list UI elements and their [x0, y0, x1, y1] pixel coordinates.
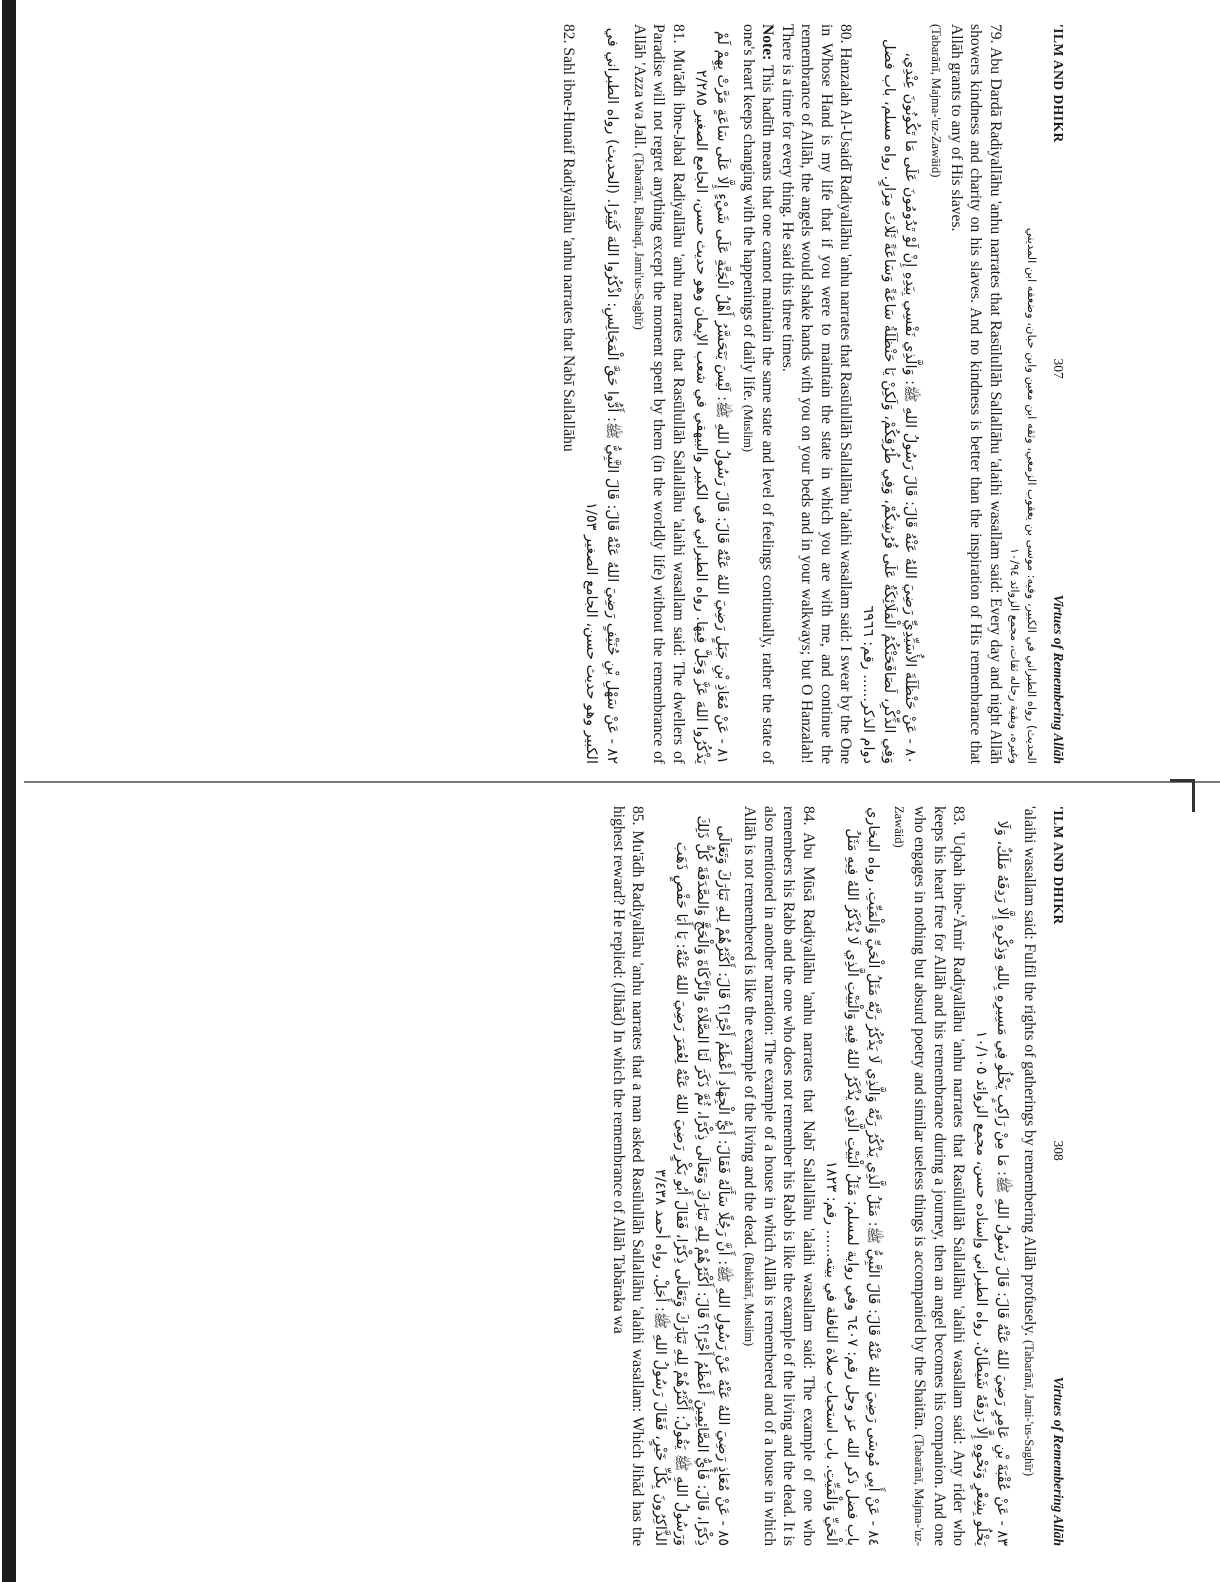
hadith-81-arabic: ٨١ - عَنْ مُعَاذِ بْنِ جَبَلٍ رَضِيَ اللهُ عَنْهُ قَالَ: قَالَ رَسُولُ اللهِ ﷺ: لَيْسَ يَتَحَسَّرُ أَهْلُ الْجَنَّةِ عَلَى شَيْءٍ إِلَّا عَلَى سَاعَةٍ مَرَّتْ بِهِمْ لَمْ يَذْكُرُوا اللهَ عَزَّ وَجَلَّ فِيهَا. رواه الطبراني في الكبير والبيهقي في شعب الإيمان وهو حديث حسن، الجامع الصغير ٢/٢٨٥	[692, 30, 730, 764]
page-number: 307	[1051, 358, 1066, 379]
page-divider	[24, 781, 1220, 783]
hadith-80-arabic: ٨٠ - عَنْ حَنْظَلَةَ الأُسَيِّدِيِّ رَضِيَ اللهُ عَنْهُ قَالَ: قَالَ رَسُولُ اللهِ ﷺ: وَالَّذِي نَفْسِي بِيَدِهِ إِنْ لَوْ تَدُومُونَ عَلَى مَا تَكُونُونَ عِنْدِي، وَفِي الذِّكْرِ، لَصَافَحَتْكُمُ الْمَلَائِكَةُ عَلَى فُرُشِكُمْ، وَفِي طُرُقِكُمْ، وَلَكِنْ يَا حَنْظَلَةُ سَاعَةً وَسَاعَةً ثَلَاثَ مِرَارٍ. رواه مسلم، باب فضل دوام الذكر...... رقم: ٦٩٦٦	[859, 39, 918, 764]
running-title: Virtues of Remembering Allāh	[1051, 594, 1066, 764]
hadith-80-note: This hadīth means that one cannot maintain the same state and level of feelings continually, rather the state of one's heart keeps changing with the happenings of daily life.	[739, 24, 777, 764]
hadith-81	[628, 24, 731, 764]
page-header	[1049, 806, 1068, 1546]
note-label: Note:	[759, 24, 777, 61]
page-number: 308	[1051, 1140, 1066, 1161]
running-title: Virtues of Remembering Allāh	[1051, 1376, 1066, 1546]
hadith-82-source: (Tabarānī, Jami-'us-Saghīr)	[1021, 1340, 1036, 1477]
scan-corner-mark	[1170, 779, 1195, 812]
top-reference-arabic-2: وغيره، وبقية رجاله ثقات، مجمع الزوائد ١٠/٩٤	[1007, 547, 1022, 764]
hadith-82-continued	[1018, 806, 1038, 1546]
hadith-83-text: 83. 'Uqbah ibne-'Āmir Radiyallāhu 'anhu narrates that Rasūlullāh Sallallāhu 'alaihi wasallam said: Any rider who keeps his heart free for Allāh and his remembrance during a journey, then an angel becomes his companion. And one who engages in nothing but absurd poetry and similar useless things is accompanied by the Shaitān.	[911, 806, 968, 1546]
hadith-83-source: (Tabarānī, Majma-'uz-Zawāid)	[891, 806, 927, 1546]
hadith-83-arabic: ٨٣ - عَنْ عُقْبَةَ بْنِ عَامِرٍ رَضِيَ اللهُ عَنْهُ قَالَ: قَالَ رَسُولُ اللهِ ﷺ: مَا مِنْ رَاكِبٍ يَخْلُو فِي مَسِيرِهِ بِاللهِ وَذِكْرِهِ إِلَّا رَدِفَهُ مَلَكٌ، وَلَا يَخْلُو بِشِعْرٍ وَنَحْوِهِ إِلَّا رَدِفَهُ شَيْطَانٌ. رواه الطبراني وإسناده حسن، مجمع الزوائد ١٠/١٠٥	[973, 820, 1011, 1546]
hadith-82-text: 82. Sahl ibne-Hunaif Radiyallāhu 'anhu narrates that Nabī Sallallāhu	[560, 24, 578, 452]
hadith-82-arabic: ٨٢ - عَنْ سَهْلِ بْنِ حُنَيْفٍ رَضِيَ اللهُ عَنْهُ قَالَ: قَالَ النَّبِيُّ ﷺ: أَدُّوا حَقَّ الْمَجَالِسِ: اذْكُرُوا اللهَ كَثِيرًا. (الحديث) رواه الطبراني في الكبير وهو حديث حسن، الجامع الصغير ١/٥٣	[583, 27, 621, 764]
hadith-82-cont-text: 'alaihi wasallam said: Fulfil the rights of gatherings by remembering Allāh profusely.	[1020, 806, 1038, 1337]
book-title: 'ILM AND DHIKR	[1051, 24, 1066, 143]
hadith-80	[738, 24, 920, 764]
page-308	[68, 806, 1068, 1546]
scan-binding-edge	[2, 0, 16, 1582]
hadith-81-source: (Tabarānī, Baihaqī, Jami'us-Saghīr)	[631, 152, 646, 330]
top-reference-arabic: الحديث) رواه الطبراني في الكبير، وفيه: موسى بن يعقوب الزمعي، وثقه ابن معين وابن حبان، وضعفه ابن المديني	[1024, 227, 1039, 764]
hadith-79-text: 79. Abu Dardā Radiyallāhu 'anhu narrates that Rasūlullāh Sallallāhu 'alaihi wasallam said: Every day and night Allāh showers kindness and charity on his slaves. And no kindness is better than the inspiration of His remembrance that Allāh grants to any of His slaves.	[947, 24, 1004, 764]
hadith-83	[889, 806, 1013, 1546]
page-307	[68, 24, 1068, 764]
hadith-84-arabic: ٨٤ - عَنْ أَبِي مُوسَى رَضِيَ اللهُ عَنْهُ قَالَ: قَالَ النَّبِيُّ ﷺ: مَثَلُ الَّذِي يَذْكُرُ رَبَّهُ وَالَّذِي لَا يَذْكُرُ رَبَّهُ مَثَلُ الْحَيِّ وَالْمَيِّتِ. رواه البخاري باب فضل ذكر الله عز وجل رقم: ٦٤٠٧ وفي رواية لمسلم: مَثَلُ الْبَيْتِ الَّذِي يُذْكَرُ اللهُ فِيهِ وَالْبَيْتِ الَّذِي لَا يُذْكَرُ اللهُ فِيهِ مَثَلُ الْحَيِّ وَالْمَيِّتِ. باب استحباب صلاة النافلة في بيته...... رقم: ١٨٢٣	[822, 807, 881, 1546]
hadith-79	[926, 24, 1005, 764]
hadith-85-arabic: ٨٥ - عَنْ مُعَاذٍ رَضِيَ اللهُ عَنْهُ عَنْ رَسُولِ اللهِ ﷺ: أَنَّ رَجُلًا سَأَلَهُ فَقَالَ: أَيُّ الْجِهَادِ أَعْظَمُ أَجْرًا؟ قَالَ: أَكْثَرُهُمْ لِلهِ تَبَارَكَ وَتَعَالَى ذِكْرًا، قَالَ: فَأَيُّ الصَّائِمِينَ أَعْظَمُ أَجْرًا؟ قَالَ: أَكْثَرُهُمْ لِلهِ تَبَارَكَ وَتَعَالَى ذِكْرًا، ثُمَّ ذَكَرَ لَنَا الصَّلَاةَ وَالزَّكَاةَ وَالْحَجَّ وَالصَّدَقَةَ كُلُّ ذَلِكَ وَرَسُولُ اللهِ ﷺ يَقُولُ: أَكْثَرُهُمْ لِلهِ تَبَارَكَ وَتَعَالَى ذِكْرًا، فَقَالَ أَبُو بَكْرٍ رَضِيَ اللهُ عَنْهُ لِعُمَرَ رَضِيَ اللهُ عَنْهُ: يَا أَبَا حَفْصٍ ذَهَبَ الذَّاكِرُونَ بِكُلِّ خَيْرٍ، فَقَالَ رَسُولُ اللهِ ﷺ: أَجَلْ. رواه أحمد ٣/٤٣٨	[651, 815, 731, 1546]
hadith-79-source: (Tabarānī, Majma-'uz-Zawāid)	[929, 24, 944, 178]
hadith-84-source: (Bukhārī, Muslim)	[742, 1252, 757, 1347]
hadith-80-source: (Muslim)	[740, 404, 755, 453]
book-title: 'ILM AND DHIKR	[1051, 806, 1066, 925]
hadith-82	[559, 24, 622, 764]
hadith-85	[608, 806, 733, 1546]
page-header	[1049, 24, 1068, 764]
hadith-85-text: 85. Mu'ādh Radiyallāhu 'anhu narrates that a man asked Rasūlullāh Sallallāhu 'alaihi wasallam: Which Jihād has the highest reward? He replied: (Jihād) In which the remembrance of Allāh Tabāraka wa	[609, 806, 646, 1546]
hadith-81-text: 81. Mu'ādh ibne-Jabal Radiyallāhu 'anhu narrates that Rasūlullāh Sallallāhu 'alaihi wasallam said: The dwellers of Paradise will not regret anything except the moment spent by them (in the worldly life) without the remembrance of Allāh 'Azza wa Jall.	[630, 24, 687, 764]
hadith-84-text: 84. Abu Mūsā Radiyallāhu 'anhu narrates that Nabī Sallallāhu 'alaihi wasallam said: The example of one who remembers his Rabb and the one who does not remember his Rabb is like the example of the living and the dead. It is also mentioned in another narration: The example of a house in which Allāh is remembered and of a house in which Allāh is not remembered is like the example of the living and the dead.	[741, 806, 817, 1546]
hadith-80-text: 80. Hanzalah Al-Usaidī Radiyallāhu 'anhu narrates that Rasūlullāh Sallallāhu 'alaihi wasallam said: I swear by the One in Whose Hand is my life that if you were to maintain the state in which you are with me, and continue the remembrance of Allāh, the angels would shake hands with you on your beds and in your walkways; but O Hanzalah! There is a time for every thing. He said this three times.	[778, 24, 854, 764]
hadith-84	[739, 806, 883, 1546]
